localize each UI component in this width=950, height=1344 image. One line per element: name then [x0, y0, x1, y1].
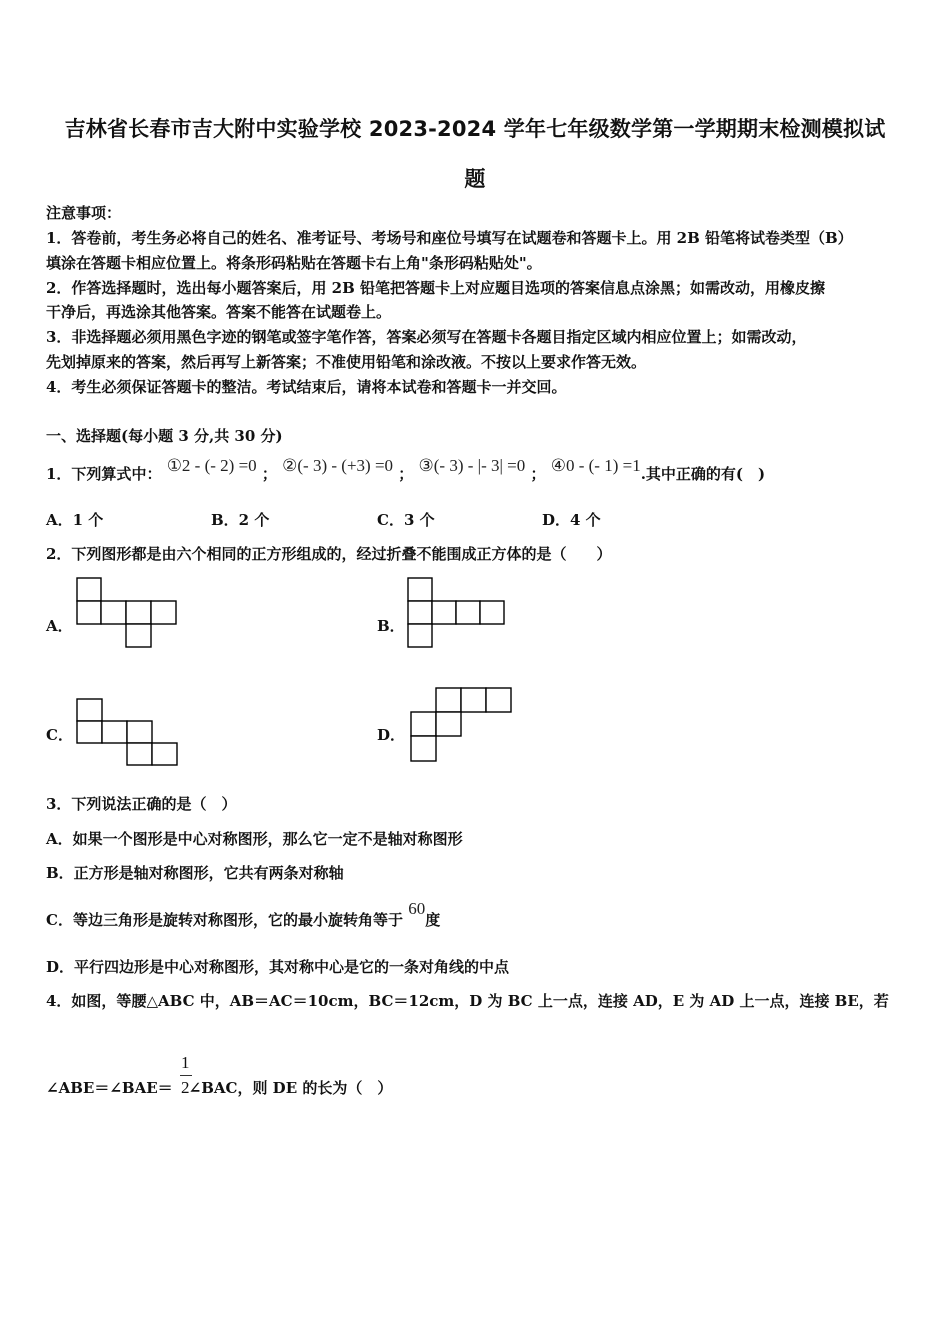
q2-net-d: [409, 687, 514, 765]
q1-expression-2: ②(- 3) - (+3) =0: [282, 456, 394, 475]
q1-separator: ；: [530, 465, 546, 483]
q4-fraction-numerator: 1: [181, 1053, 190, 1072]
q4-condition: [46, 1078, 392, 1098]
q1-expression-4: ④0 - (- 1) =1: [550, 456, 641, 475]
q2-stem: 2．下列图形都是由六个相同的正方形组成的，经过折叠不能围成正方体的是（ ）: [46, 545, 612, 563]
q3-option-d: D．平行四边形是中心对称图形，其对称中心是它的一条对角线的中点: [46, 958, 510, 976]
q2-net-c: [76, 698, 180, 768]
q2-net-a: [76, 577, 180, 651]
q1-stem: 1．下列算式中：: [46, 465, 162, 483]
q3-option-a: A．如果一个图形是中心对称图形，那么它一定不是轴对称图形: [46, 830, 463, 848]
q1-option-b: B．2 个: [211, 511, 270, 529]
q3-option-c-unit: 度: [425, 911, 441, 929]
q4-stem: 4．如图，等腰△ABC 中，AB＝AC＝10cm，BC＝12cm，D 为 BC 上一点，连接 AD，E 为 AD 上一点，连接 BE，若: [46, 992, 889, 1010]
q2-option-d-label: D．: [377, 726, 406, 744]
notice-line: 干净后，再选涂其他答案。答案不能答在试题卷上。: [46, 303, 392, 321]
q1-separator: ；: [398, 465, 414, 483]
q3-angle-value: 60: [408, 899, 426, 918]
notice-line: 填涂在答题卡相应位置上。将条形码粘贴在答题卡右上角"条形码粘贴处"。: [46, 254, 542, 272]
q2-option-c-label: C．: [46, 726, 73, 744]
q4-fraction-denominator: 2: [181, 1078, 190, 1097]
q4-fraction: [178, 1053, 194, 1099]
q1-option-d: D．4 个: [542, 511, 601, 529]
q3-option-b: B．正方形是轴对称图形，它共有两条对称轴: [46, 864, 344, 882]
q2-net-b: [407, 577, 505, 651]
q2-option-b-label: B．: [377, 617, 405, 635]
notice-line: 先划掉原来的答案，然后再写上新答案；不准使用铅笔和涂改液。不按以上要求作答无效。: [46, 353, 647, 371]
notice-heading: 注意事项：: [46, 204, 122, 222]
q2-option-a-label: A．: [46, 617, 73, 635]
question-1: [46, 456, 766, 484]
q1-option-a: A．1 个: [46, 511, 104, 529]
notice-line: 3．非选择题必须用黑色字迹的钢笔或签字笔作答，答案必须写在答题卡各题目指定区域内相应位置上；如需改动，: [46, 328, 807, 346]
section-heading: 一、选择题(每小题 3 分,共 30 分): [46, 427, 283, 445]
notice-line: 2．作答选择题时，选出每小题答案后，用 2B 铅笔把答题卡上对应题目选项的答案信息点涂黑；如需改动，用橡皮擦: [46, 279, 826, 297]
page-title-line2: 题: [464, 167, 486, 191]
q1-separator: ；: [261, 465, 277, 483]
q3-option-c: [46, 899, 441, 930]
notice-line: 4．考生必须保证答题卡的整洁。考试结束后，请将本试卷和答题卡一并交回。: [46, 378, 567, 396]
q1-expression-1: ①2 - (- 2) =0: [166, 456, 257, 475]
q4-condition-pre: ∠ABE＝∠BAE＝: [46, 1079, 173, 1097]
q1-tail: .其中正确的有( ): [640, 465, 766, 483]
q1-expression-3: ③(- 3) - |- 3| =0: [418, 456, 526, 475]
q3-stem: 3．下列说法正确的是（ ）: [46, 795, 237, 813]
q4-fraction-bar: [180, 1075, 192, 1076]
q3-option-c-text: C．等边三角形是旋转对称图形，它的最小旋转角等于: [46, 911, 403, 929]
page-title-line1: 吉林省长春市吉大附中实验学校 2023-2024 学年七年级数学第一学期期末检测模拟试: [64, 117, 886, 141]
q1-option-c: C．3 个: [377, 511, 435, 529]
notice-line: 1．答卷前，考生务必将自己的姓名、准考证号、考场号和座位号填写在试题卷和答题卡上。用 2B 铅笔将试卷类型（B）: [46, 229, 853, 247]
q4-condition-post: ∠BAC，则 DE 的长为（ ）: [188, 1079, 393, 1097]
